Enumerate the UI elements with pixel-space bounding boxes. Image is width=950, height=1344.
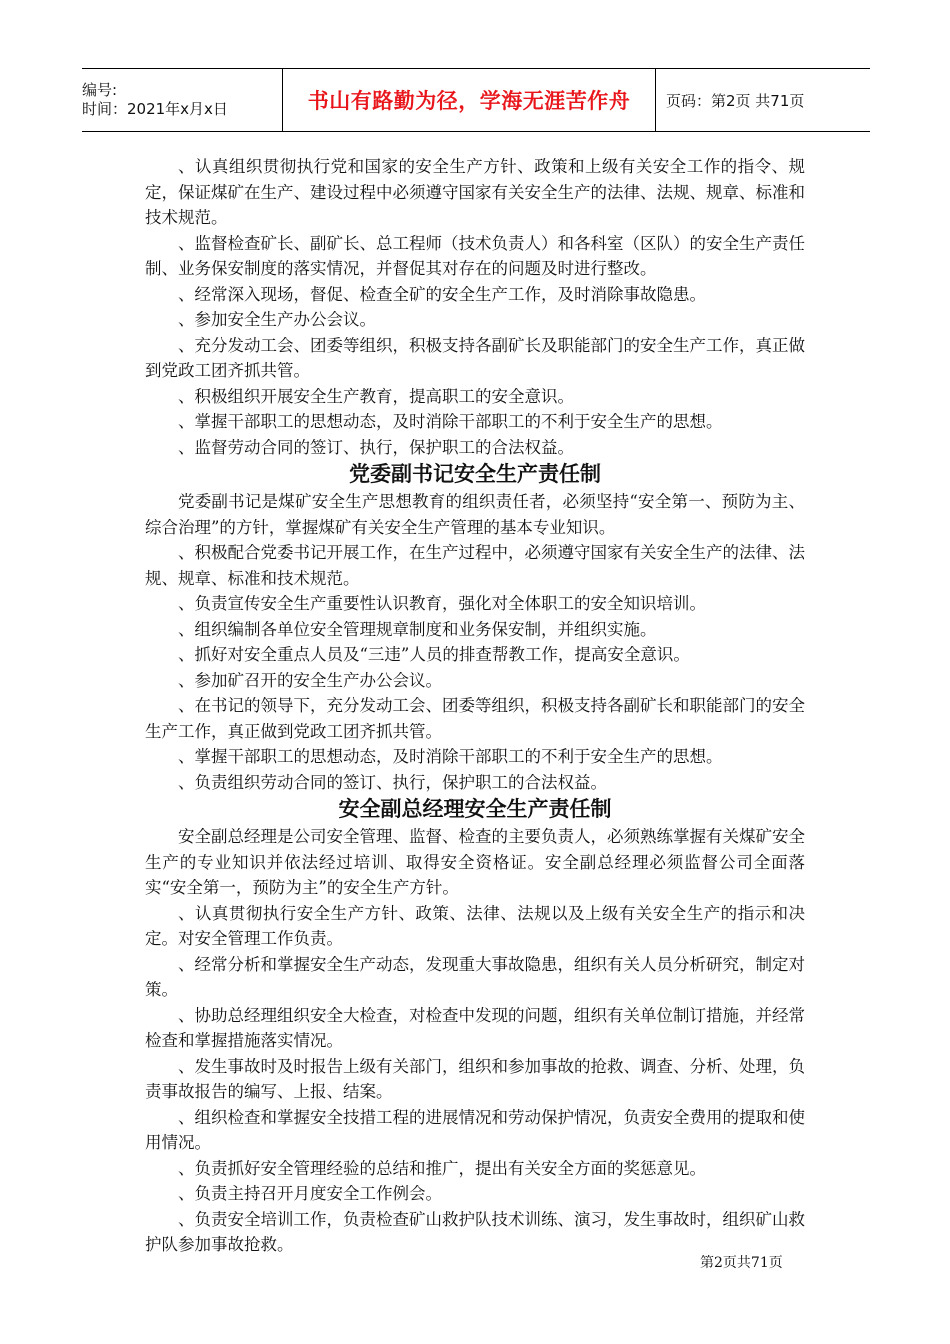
paragraph: 、掌握干部职工的思想动态，及时消除干部职工的不利于安全生产的思想。 xyxy=(178,412,723,431)
section-title: 党委副书记安全生产责任制 xyxy=(349,462,601,486)
paragraph: 、发生事故时及时报告上级有关部门，组织和参加事故的抢救、调查、分析、处理，负责事故报告的编写、上报、结案。 xyxy=(145,1056,805,1101)
paragraph: 、负责组织劳动合同的签订、执行，保护职工的合法权益。 xyxy=(178,772,607,792)
section-title: 安全副总经理安全生产责任制 xyxy=(338,797,612,821)
header-left xyxy=(82,69,282,131)
document-body xyxy=(145,154,805,1258)
paragraph: 、经常深入现场，督促、检查全矿的安全生产工作，及时消除事故隐患。 xyxy=(178,284,706,304)
paragraph: 、组织编制各单位安全管理规章制度和业务保安制，并组织实施。 xyxy=(178,619,657,639)
document-time-label: 时间：2021年x月x日 xyxy=(82,100,228,118)
paragraph: 、负责宣传安全生产重要性认识教育，强化对全体职工的安全知识培训。 xyxy=(178,594,706,613)
paragraph: 、负责抓好安全管理经验的总结和推广，提出有关安全方面的奖惩意见。 xyxy=(178,1158,706,1178)
paragraph: 、充分发动工会、团委等组织，积极支持各副矿长及职能部门的安全生产工作，真正做到党政工团齐抓共管。 xyxy=(145,335,805,380)
page-footer: 第2页共71页 xyxy=(700,1255,783,1271)
header-page-info: 页码：第2页 共71页 xyxy=(666,91,805,110)
paragraph: 、监督劳动合同的签订、执行，保护职工的合法权益。 xyxy=(178,437,574,457)
paragraph: 、负责主持召开月度安全工作例会。 xyxy=(178,1184,442,1203)
paragraph: 安全副总经理是公司安全管理、监督、检查的主要负责人，必须熟练掌握有关煤矿安全生产的专业知识并依法经过培训、取得安全资格证。安全副总经理必须监督公司全面落实“安全第一，预防为主”的安全生产方针。 xyxy=(145,827,805,897)
page-header xyxy=(82,68,870,132)
paragraph: 、经常分析和掌握安全生产动态，发现重大事故隐患，组织有关人员分析研究，制定对策。 xyxy=(145,954,805,999)
paragraph: 、积极配合党委书记开展工作，在生产过程中，必须遵守国家有关安全生产的法律、法规、规章、标准和技术规范。 xyxy=(145,543,805,588)
paragraph: 、抓好对安全重点人员及“三违”人员的排查帮教工作，提高安全意识。 xyxy=(178,645,690,664)
section-safety-deputy-gm xyxy=(145,795,805,1258)
paragraph: 党委副书记是煤矿安全生产思想教育的组织责任者，必须坚持“安全第一、预防为主、综合治理”的方针，掌握煤矿有关安全生产管理的基本专业知识。 xyxy=(145,492,805,537)
paragraph: 、协助总经理组织安全大检查，对检查中发现的问题，组织有关单位制订措施，并经常检查和掌握措施落实情况。 xyxy=(145,1005,805,1050)
paragraph: 、负责安全培训工作，负责检查矿山救护队技术训练、演习，发生事故时，组织矿山救护队参加事故抢救。 xyxy=(145,1209,805,1254)
paragraph: 、参加矿召开的安全生产办公会议。 xyxy=(178,670,442,690)
section-deputy-party-secretary xyxy=(145,460,805,795)
paragraph: 、认真贯彻执行安全生产方针、政策、法律、法规以及上级有关安全生产的指示和决定。对安全管理工作负责。 xyxy=(145,903,805,948)
document-number-label: 编号: xyxy=(82,81,118,99)
section-party-secretary xyxy=(145,154,805,460)
paragraph: 、在书记的领导下，充分发动工会、团委等组织，积极支持各副矿长和职能部门的安全生产工作，真正做到党政工团齐抓共管。 xyxy=(145,696,805,741)
paragraph: 、监督检查矿长、副矿长、总工程师（技术负责人）和各科室（区队）的安全生产责任制、业务保安制度的落实情况，并督促其对存在的问题及时进行整改。 xyxy=(145,233,805,278)
header-motto: 书山有路勤为径，学海无涯苦作舟 xyxy=(282,69,656,131)
paragraph: 、掌握干部职工的思想动态，及时消除干部职工的不利于安全生产的思想。 xyxy=(178,747,723,766)
paragraph: 、参加安全生产办公会议。 xyxy=(178,310,376,329)
paragraph: 、积极组织开展安全生产教育，提高职工的安全意识。 xyxy=(178,386,574,406)
paragraph: 、组织检查和掌握安全技措工程的进展情况和劳动保护情况，负责安全费用的提取和使用情况。 xyxy=(145,1107,805,1152)
paragraph: 、认真组织贯彻执行党和国家的安全生产方针、政策和上级有关安全工作的指令、规定，保证煤矿在生产、建设过程中必须遵守国家有关安全生产的法律、法规、规章、标准和技术规范。 xyxy=(145,157,805,227)
